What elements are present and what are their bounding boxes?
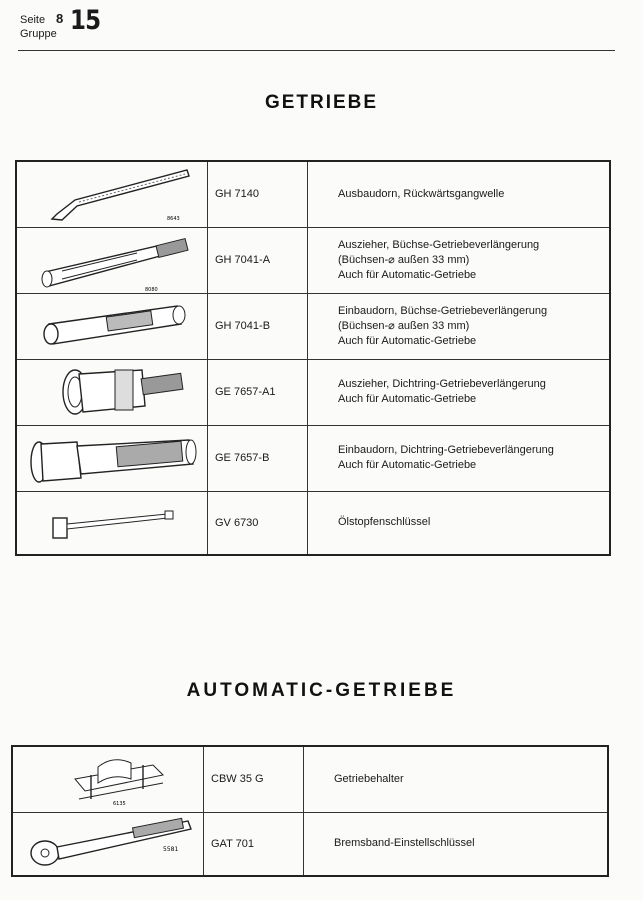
- tool-image-cell: [16, 491, 208, 555]
- description-line: Bremsband-Einstellschlüssel: [334, 837, 475, 850]
- description-line: Auch für Automatic-Getriebe: [338, 459, 477, 471]
- tool-code: GAT 701: [204, 812, 304, 876]
- image-label: 8643: [167, 216, 180, 223]
- tool-code: GV 6730: [208, 491, 308, 555]
- tool-table-getriebe: [15, 160, 611, 556]
- header-rule: [18, 50, 615, 51]
- image-label: 5581: [163, 845, 179, 853]
- section-title-getriebe: GETRIEBE: [264, 92, 379, 113]
- seite-number: 8: [56, 11, 64, 26]
- table-row: [16, 425, 610, 491]
- tool-code: GE 7657-B: [208, 425, 308, 491]
- tool-code: GH 7140: [208, 161, 308, 227]
- tool-image-cell: [16, 425, 208, 491]
- gruppe-label: Gruppe: [20, 28, 57, 40]
- drift-tool-icon: [17, 162, 205, 226]
- puller-tool-icon: [17, 228, 205, 292]
- tool-code: GE 7657-A1: [208, 359, 308, 425]
- installer-sleeve-icon: [17, 294, 205, 358]
- tool-image-cell: [16, 227, 208, 293]
- tool-image-cell: [12, 746, 204, 812]
- description-line: (Büchsen-⌀ außen 33 mm): [338, 319, 470, 332]
- band-adjust-wrench-icon: [13, 813, 201, 875]
- tool-image-cell: [16, 161, 208, 227]
- seal-installer-icon: [17, 426, 205, 490]
- seal-puller-icon: [17, 360, 205, 424]
- tool-code: CBW 35 G: [204, 746, 304, 812]
- tool-description: [308, 491, 611, 555]
- tool-description: [308, 227, 611, 293]
- table-row: [12, 812, 608, 876]
- plug-wrench-icon: [17, 492, 205, 554]
- page-header: [20, 5, 101, 41]
- tool-image-cell: [12, 812, 204, 876]
- description-line: Ausbaudorn, Rückwärtsgangwelle: [338, 187, 505, 200]
- description-line: Auszieher, Dichtring-Getriebeverlängerung: [338, 378, 546, 390]
- description-line: Auch für Automatic-Getriebe: [338, 393, 477, 405]
- description-line: (Büchsen-⌀ außen 33 mm): [338, 253, 470, 266]
- tool-description: [308, 359, 611, 425]
- description-line: Auszieher, Büchse-Getriebeverlängerung: [338, 238, 540, 251]
- gruppe-number: 15: [70, 5, 101, 36]
- tool-code: GH 7041-B: [208, 293, 308, 359]
- image-label: 8080: [145, 287, 158, 292]
- tool-image-cell: [16, 293, 208, 359]
- description-line: Einbaudorn, Büchse-Getriebeverlängerung: [338, 304, 548, 317]
- description-line: Getriebehalter: [334, 772, 404, 785]
- tool-description: [308, 425, 611, 491]
- seite-label: Seite: [20, 14, 46, 26]
- description-line: Einbaudorn, Dichtring-Getriebeverlängerung: [338, 444, 554, 456]
- table-row: [16, 227, 610, 293]
- image-label: 6135: [113, 801, 126, 808]
- table-row: [12, 746, 608, 812]
- description-line: Ölstopfenschlüssel: [338, 516, 431, 529]
- transmission-holder-icon: [13, 747, 201, 811]
- tool-description: [308, 293, 611, 359]
- tool-description: [304, 746, 609, 812]
- table-row: [16, 359, 610, 425]
- tool-table-automatic: [11, 745, 609, 877]
- table-row: [16, 293, 610, 359]
- description-line: Auch für Automatic-Getriebe: [338, 334, 477, 347]
- tool-description: [304, 812, 609, 876]
- tool-description: [308, 161, 611, 227]
- tool-image-cell: [16, 359, 208, 425]
- tool-code: GH 7041-A: [208, 227, 308, 293]
- table-row: [16, 491, 610, 555]
- section-title-automatic: AUTOMATIC-GETRIEBE: [186, 680, 457, 701]
- table-row: [16, 161, 610, 227]
- description-line: Auch für Automatic-Getriebe: [338, 268, 477, 281]
